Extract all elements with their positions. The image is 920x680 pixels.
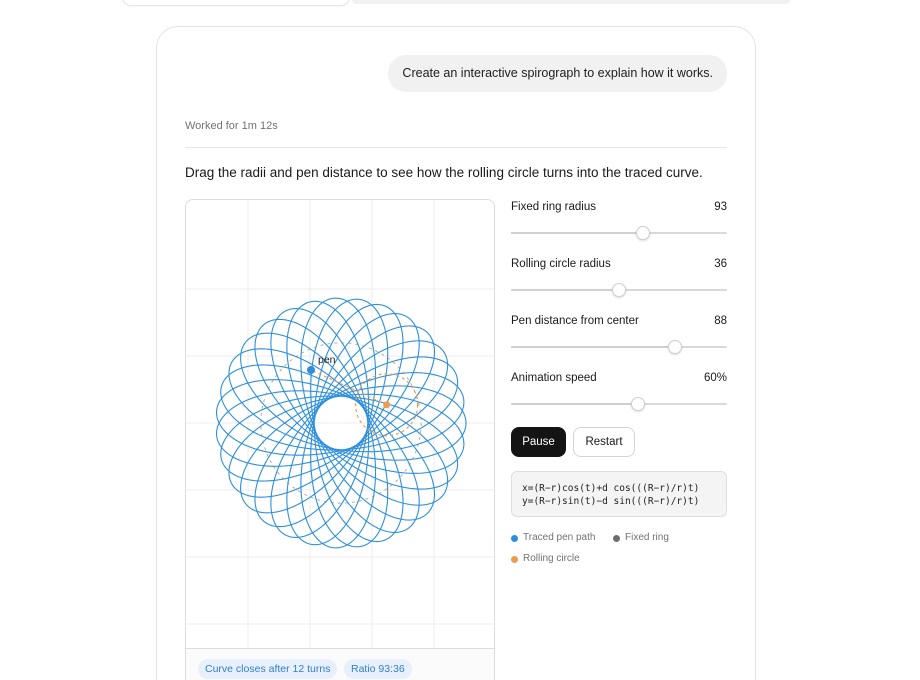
control-label: Fixed ring radius <box>511 201 597 213</box>
slider-thumb[interactable] <box>631 397 645 411</box>
slider-fill <box>511 232 643 234</box>
spirograph-svg <box>186 200 495 648</box>
closes-badge: Curve closes after 12 turns <box>198 659 337 679</box>
slider-fill <box>511 346 675 348</box>
legend-dot <box>511 556 518 563</box>
pen-distance-slider[interactable] <box>511 341 727 353</box>
pen-dot <box>307 366 315 374</box>
legend-label: Traced pen path <box>523 532 596 543</box>
legend-traced-pen-path <box>511 532 595 543</box>
pause-button[interactable]: Pause <box>511 427 566 457</box>
restart-button[interactable]: Restart <box>573 427 635 457</box>
rolling-circle-center <box>383 401 390 408</box>
control-value: 36 <box>714 258 727 270</box>
control-label: Pen distance from center <box>511 315 639 327</box>
slider-thumb[interactable] <box>668 340 682 354</box>
canvas-footer <box>186 648 494 680</box>
spirograph-canvas[interactable] <box>185 199 495 680</box>
control-value: 60% <box>703 372 727 384</box>
legend-label: Fixed ring <box>625 532 669 543</box>
formula-y: y=(R−r)sin(t)−d sin(((R−r)/r)t) <box>522 496 700 507</box>
slider-fill <box>511 403 638 405</box>
control-label: Animation speed <box>511 372 597 384</box>
slider-thumb[interactable] <box>612 283 626 297</box>
control-animation-speed <box>511 370 727 420</box>
pen-label: pen <box>318 354 336 366</box>
ratio-badge: Ratio 93:36 <box>344 659 412 679</box>
response-intro: Drag the radii and pen distance to see how the rolling circle turns into the traced curve. <box>185 165 703 180</box>
worked-duration: Worked for 1m 12s <box>185 120 278 132</box>
divider <box>185 147 727 148</box>
formula-box <box>511 471 727 517</box>
control-pen-distance <box>511 313 727 363</box>
control-rolling-circle-radius <box>511 256 727 306</box>
legend-dot <box>511 535 518 542</box>
legend-rolling-circle <box>511 553 580 564</box>
animation-speed-slider[interactable] <box>511 398 727 410</box>
control-value: 88 <box>714 315 727 327</box>
previous-message-pill <box>122 0 350 6</box>
legend-fixed-ring <box>613 532 669 543</box>
legend-label: Rolling circle <box>523 553 580 564</box>
legend-dot <box>613 535 620 542</box>
slider-thumb[interactable] <box>636 226 650 240</box>
control-fixed-ring-radius <box>511 199 727 249</box>
conversation-card <box>156 26 756 680</box>
fixed-ring-radius-slider[interactable] <box>511 227 727 239</box>
slider-fill <box>511 289 619 291</box>
control-label: Rolling circle radius <box>511 258 611 270</box>
formula-x: x=(R−r)cos(t)+d cos(((R−r)/r)t) <box>522 483 700 494</box>
previous-message-bar <box>352 0 790 4</box>
rolling-circle-radius-slider[interactable] <box>511 284 727 296</box>
control-value: 93 <box>714 201 727 213</box>
user-prompt-bubble: Create an interactive spirograph to explain how it works. <box>388 55 727 92</box>
